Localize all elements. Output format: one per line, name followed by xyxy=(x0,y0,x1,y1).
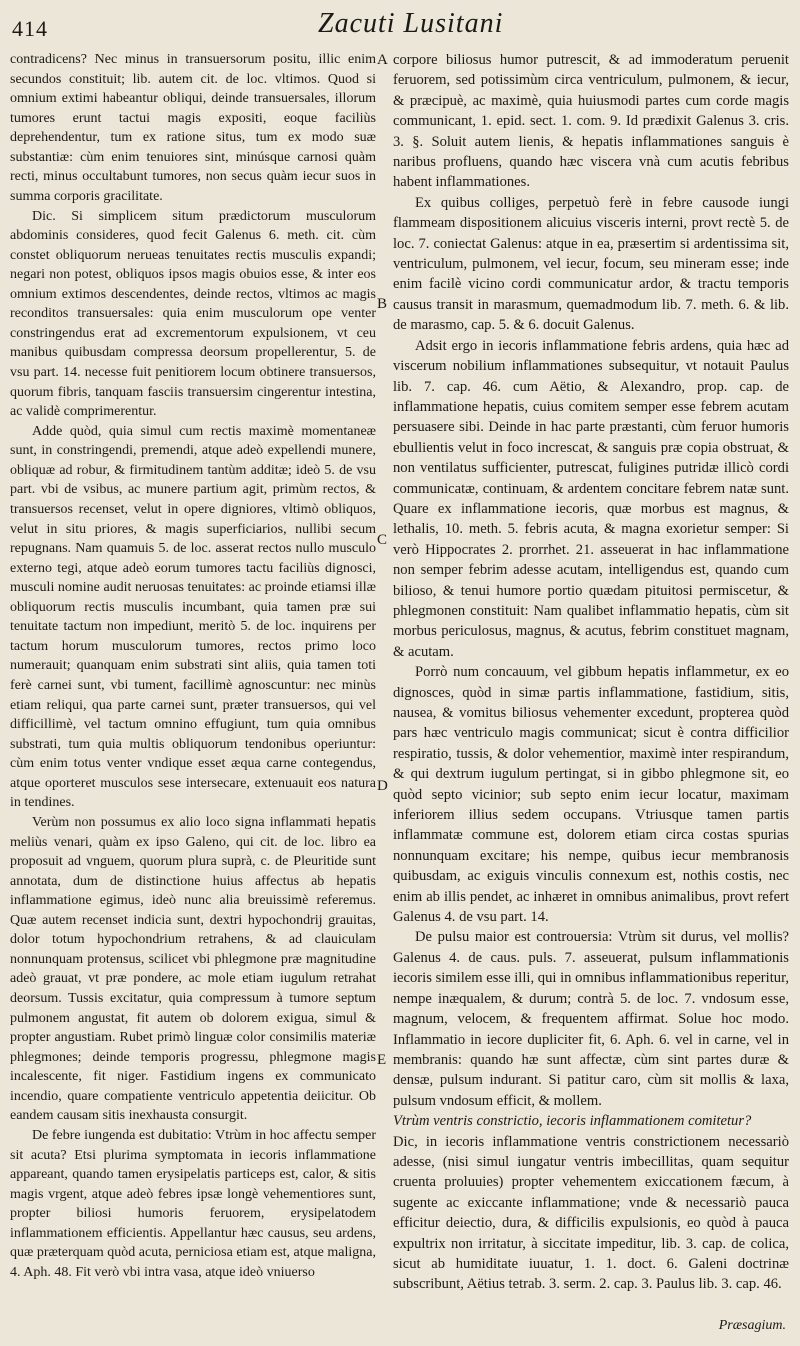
margin-marker-d: D xyxy=(377,778,388,794)
paragraph: De pulsu maior est controuersia: Vtrùm sit durus, vel mollis? Galenus 4. de caus. puls. 7. asseuerat, pulsum inflammationis iecoris similem esse illi, qui in omnibus inflammationibus reperitur, nempe inæqualem, & durum; contrà 5. de loc. 7. vndosum esse, magnum, velocem, & frequentem affirmat. Solue hoc modo. Inflammatio in iecore dupliciter fit, 6. Aph. 6. vel in carne, vel in membranis: quando hæ sunt affectæ, cùm sint partes duræ & densæ, pulsum indurant. Si patitur caro, cùm sit mollis & laxa, pulsum vndosum efficit, & mollem. xyxy=(393,929,789,1109)
page-header xyxy=(6,4,790,44)
margin-marker-e: E xyxy=(377,1052,387,1068)
paragraph: Dic. Si simplicem situm prædictorum musculorum abdominis consideres, quod fecit Galenus 6. meth. cit. cùm constet obliquorum nerueas tenuitates rectis musculis expandi; negari non potest, obliquos ipsos magis obuios esse, & inter eos omnium extimos descendentes, deinde rectos, vltimos ac magis reconditos transuersales: quia enim musculorum ope venter constringendus erat ad excrementorum expulsionem, vt ceu manibus quibusdam compressa deorsum propellerentur, 5. de vsu part. 14. necesse fuit penitiorem locum obtinere transuersos, quorum fibris, tanquam fasciis transuersim cingerentur intestina, ac validè comprimerentur. xyxy=(10,208,376,420)
paragraph: Verùm non possumus ex alio loco signa inflammati hepatis meliùs venari, quàm ex ipso Galeno, qui cit. de loc. libro ea proposuit ad vnguem, quorum plura suprà, c. de Pleuritide sunt annotata, dum de distinctione huius affectus ab hepatis inflammatione egimus, ideò nunc alia breuissimè referemus. Quæ autem recenset indicia sunt, dextri hypochondrij grauitas, dolor totum hypochondrium retrahens, & ad clauiculam nonnunquam protensus, scilicet vbi phlegmone præ magnitudine adeò grauat, vt præ pondere, ac mole etiam iugulum retrahat deorsum. Tussis excitatur, quia compressum à tumore septum pulmonem angustat, fit autem ob dolorem exigua, simul & propter angustiam. Rubet primò linguæ color consimilis materiæ phlegmones; deinde temporis progressu, phlegmone magis incalescente, fit niger. Fastidium ingens ex communicato incendio, quare compatiente ventriculo appetentia deiicitur. Ob eandem causam sitis inexhausta consurgit. xyxy=(10,814,376,1124)
paragraph: Dic, in iecoris inflammatione ventris constrictionem necessariò adesse, (nisi simul iungatur ventris imbecillitas, quam sequitur cruenta proluuies) propter vehementem exiccationem fæcum, à sugente ac exiccante inflammatione; vnde & necessariò pauca efficitur deiectio, dura, & difficilis expulsionis, eo quòd à pauca expultrix non irritatur, à siccitate impeditur, lib. 3. cap. de colica, sicut ab humiditate iuuatur, 1. 1. doct. 6. Galeni doctrinæ subscribunt, Aëtius tetrab. 3. serm. 2. cap. 3. Paulus lib. 3. cap. 46. xyxy=(393,1133,789,1293)
paragraph: De febre iungenda est dubitatio: Vtrùm in hoc affectu semper sit acuta? Etsi plurima symptomata in iecoris inflammatione appareant, quando tamen erysipelatis particeps est, calor, & sitis magis vrgent, atque adeò febres ipsæ longè vehementiores sunt, propter biliosi humoris feruorem, erysipelatodem inflammationem efficientis. Appellantur hæc causus, seu ardens, quæ præterquam quòd acuta, perniciosa etiam est, atque maligna, 4. Aph. 48. Fit verò vbi intra vasa, atque ideò vniuerso xyxy=(10,1127,376,1280)
paragraph: Adde quòd, quia simul cum rectis maximè momentaneæ sunt, in constringendi, premendi, atque adeò expellendi munere, obliquæ ad robur, & firmitudinem tantùm additæ; ideò 5. de vsu part. vbi de vsibus, ac munere partium agit, primùm rectos, & transuersos recenset, velut in opere digniores, vltimò obliquos, velut in situ priores, & magis superficiarios, nullibi secum repugnans. Nam quamuis 5. de loc. asserat rectos nullo musculo externo tegi, atque adeò eorum tumores tactu faciliùs dignosci, musculi nomine audit neruosas tenuitates: ac proinde etiamsi illæ obliquorum rectis musculis incumbant, quia tamen præ sui tenuitate tactum non impediunt, meritò 5. de loc. inquirens per tactum horum musculorum tumores, rectos primo loco numerauit; quanquam enim substrati sint aliis, quia tamen toti ferè carnei sunt, vbi tument, facillimè agnoscuntur: nec minùs etiam reliqui, qua parte carnei sunt, præter transuersos, qui vel difficillimè, vel tactum omnino effugiunt, tum quia omnibus substrati, tum quia multis obliquorum tendonibus operiuntur: cùm enim totus venter vndique esset æqua carne contegendus, atque oporteret musculos sese intersecare, extenuauit eos natura in tendines. xyxy=(10,423,376,811)
margin-marker-b: B xyxy=(377,296,388,312)
page-number: 414 xyxy=(12,16,48,41)
paragraph: Ex quibus colliges, perpetuò ferè in febre causode iungi flammeam dispositionem alicuius visceris interni, provt rectè 5. de loc. 7. coniectat Galenus: atque in ea, præsertim si ardentissima sit, ventriculum, pulmonem, vel iecur, focum, seu mineram esse; inde enim facilè vicino cordi communicatur ardor, & tractu temporis causus transit in marasmum, quemadmodum lib. 7. meth. 6. & lib. de marasmo, cap. 5. & 6. docuit Galenus. xyxy=(393,194,789,334)
paragraph: contradicens? Nec minus in transuersorum positu, illic enim secundos constituit; lib. autem cit. de loc. vltimos. Quod si omnium extimi habeantur obliqui, deinde transuersales, illorum tumores erunt tactui magis expositi, eoque faciliùs deprehendentur, tum ex ratione situs, tum ex modo suæ substantiæ: cùm enim tenuiores sint, minúsque carnosi quàm recti, minus occultabunt tumores, non secus quàm iecur suos in summa corporis gracilitate. xyxy=(10,52,376,204)
running-title: Zacuti Lusitani xyxy=(318,8,504,39)
right-column xyxy=(393,50,789,1295)
left-column xyxy=(10,50,376,1282)
catchword: Præsagium. xyxy=(718,1318,786,1333)
margin-marker-a: A xyxy=(377,52,388,68)
paragraph: Porrò num concauum, vel gibbum hepatis inflammetur, ex eo dignosces, quòd in simæ partis inflammatione, fastidium, sitis, nausea, & vomitus biliosus vehementer excedunt, propterea quòd pars hæc ventriculo magis communicat; sicut è contra difficilior respiratio, tussis, & dolor vehementior, maximè inter respirandum, & qui dextrum iugulum pertingat, si in gibbo phlegmone sit, eo quòd septo vicinior; sub septo enim iecur locatur, maximam inferiorem illius sedem occupans. Vtriusque tamen partis inflammatæ commune est, dolorem etiam circa costas spurias nonnunquam excitare; his nempe, quibus iecur membranosis quibusdam, ac exiguis vinculis connexum est, nothis costis, nec enim ab illis pendet, ac inhæret in omnibus animalibus, provt refert Galenus 4. de vsu part. 14. xyxy=(393,664,789,926)
margin-marker-c: C xyxy=(377,532,388,548)
paragraph: Adsit ergo in iecoris inflammatione febris ardens, quia hæc ad viscerum nobilium inflammationes subsequitur, vt notauit Paulus lib. 7. cap. 46. cum Aëtio, & Alexandro, prop. cap. de inflammatione hepatis, cuius comitem semper esse febrem acutam persuasere sibi. Deinde in hac parte præstanti, cùm feruor humoris ebullientis velut in foco increscat, & sanguis præ copia obstruat, & non ventilatus sufficienter, putrescat, fuligines putridæ illicò cordi communicatæ, continuam, & ardentem concitare febrem natæ sunt. Quare ex inflammatione iecoris, quæ morbus est magnus, & lethalis, 10. meth. 5. febris acuta, & magna exorietur semper: Si verò Hippocrates 2. prorrhet. 21. asseuerat in hac inflammatione non semper febrim adesse acutam, intelligendus est, quando cum bilioso, & tenui humore portio quædam pituitosi permiscetur, & phlegmonen constituit: Nam qualibet inflammatio hepatis, cùm sit morbus periculosus, magnus, & acutus, febrim constituet magnam, & acutam. xyxy=(393,337,789,660)
paragraph: corpore biliosus humor putrescit, & ad immoderatum peruenit feruorem, sed potissimùm circa ventriculum, pulmonem, & iecur, & præcipuè, ac maximè, quia huiusmodi partes cum corde magis communicant, 1. epid. sect. 1. com. 9. Id prædixit Galenus 3. cris. 3. §. Soluit autem lienis, & hepatis inflammationes sanguis è naribus profluens, quando hæc viscera vnà cum acutis febribus habent inflammationes. xyxy=(393,52,789,191)
question-heading: Vtrùm ventris constrictio, iecoris inflammationem comitetur? xyxy=(393,1113,752,1130)
